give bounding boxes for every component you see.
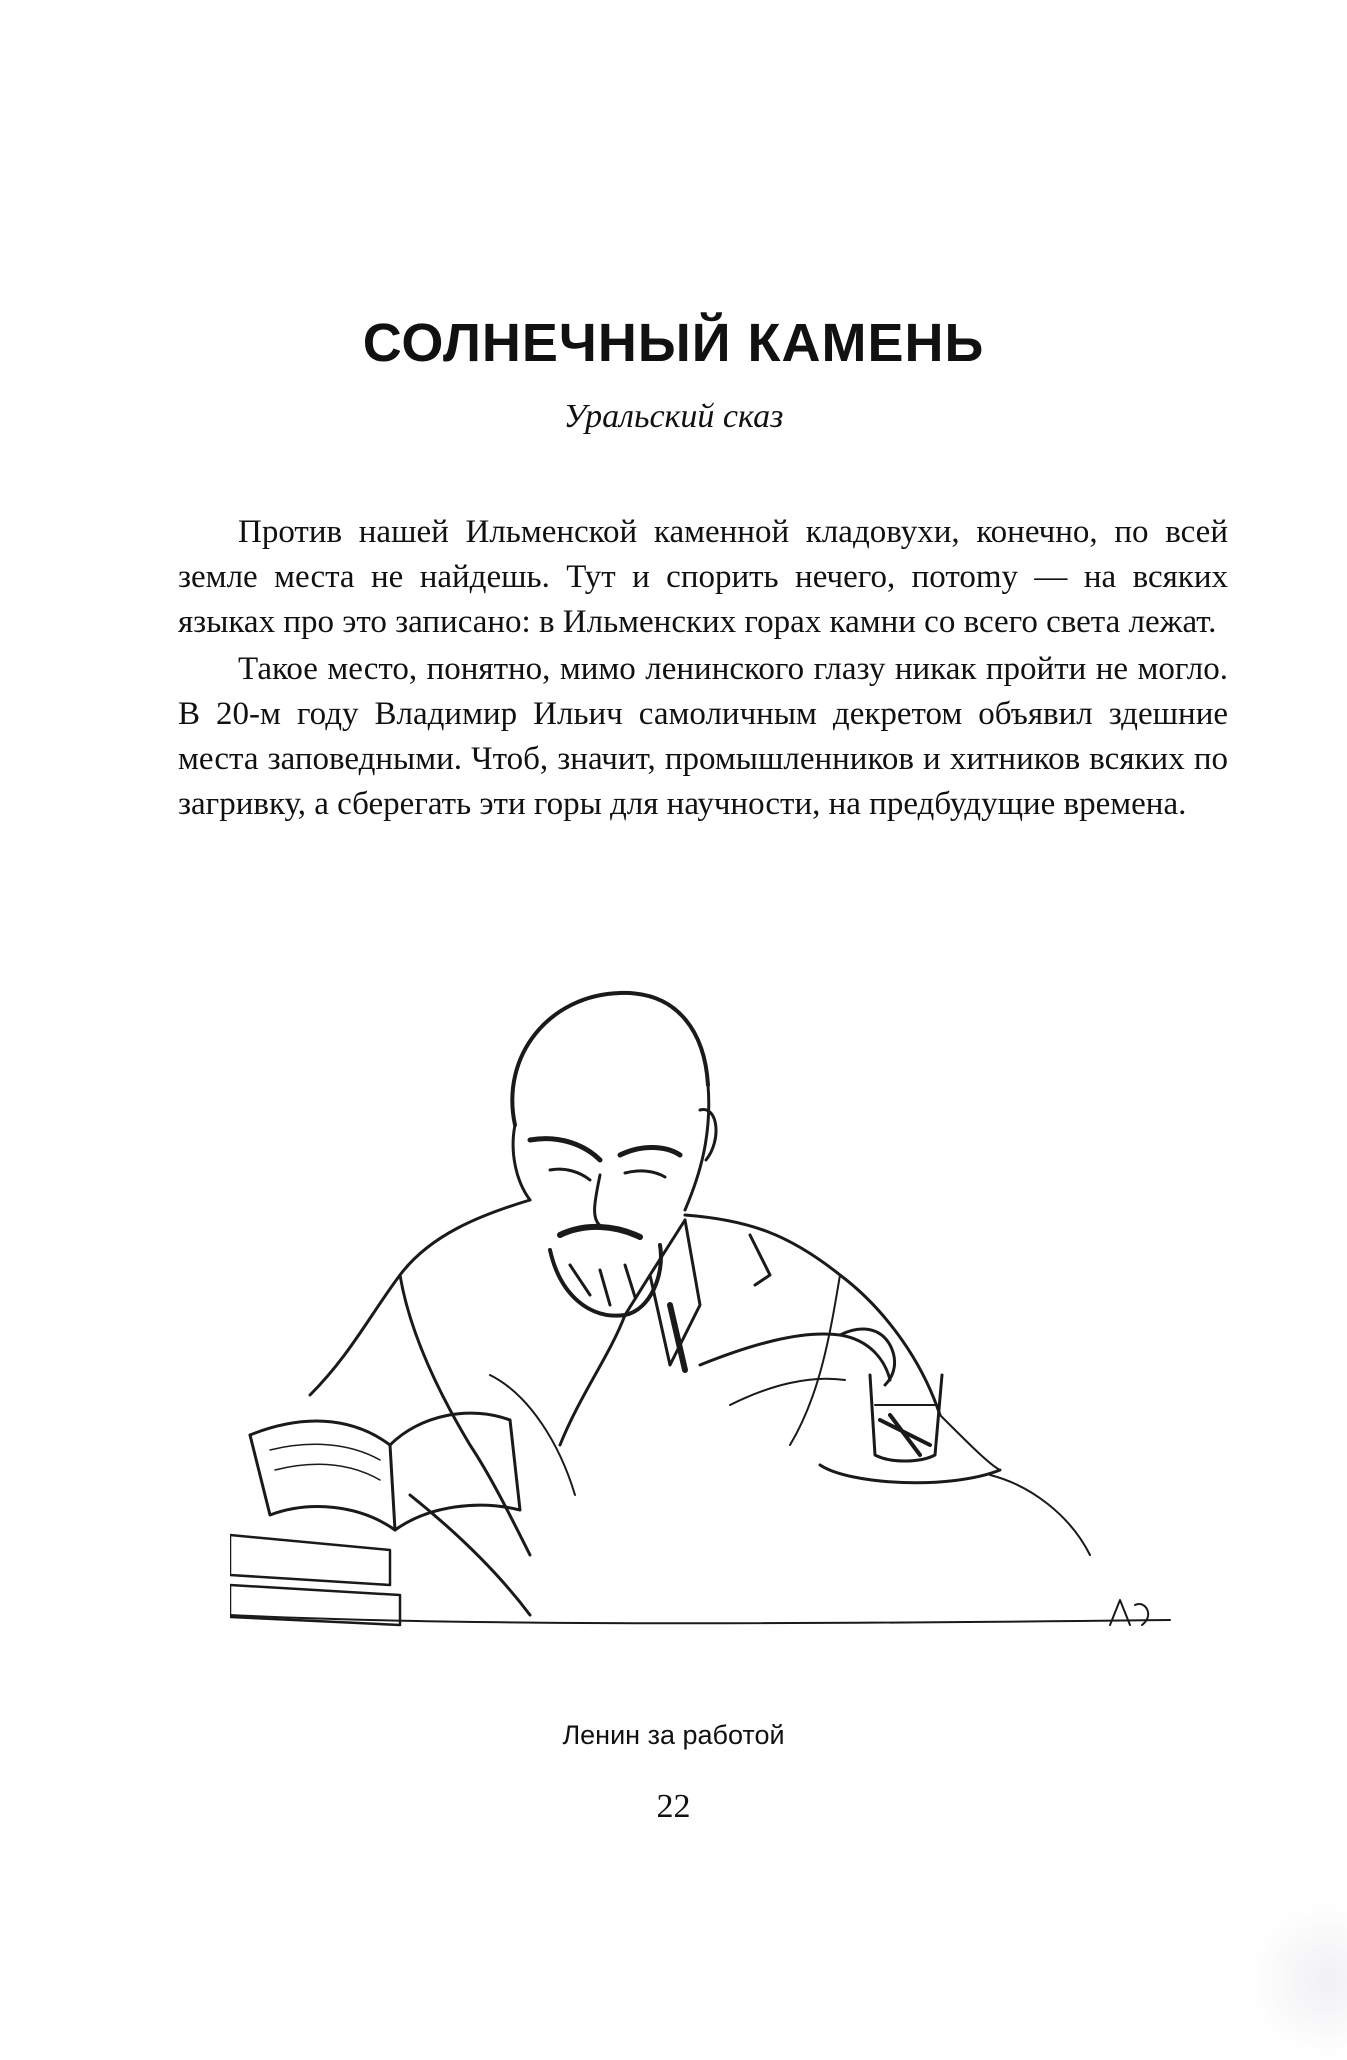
page-number: 22	[656, 1788, 691, 1825]
chapter-subtitle: Уральский сказ	[563, 398, 784, 435]
page-corner-shadow	[1247, 1900, 1347, 2060]
body-text	[178, 510, 1228, 829]
paragraph-1: Против нашей Ильменской каменной кладовухи, конечно, по всей земле места не найдешь. Тут и спорить нечего, потоmy — на всяких языках про это записано: в Ильменских горах камни со всего света лежат.	[178, 514, 1228, 640]
sketch-of-man-reading-icon	[230, 975, 1180, 1695]
paragraph-2: Такое место, понятно, мимо ленинского глазу никак пройти не могло. В 20-м году Владимир Ильич самоличным декретом объявил здешние места заповедными. Чтоб, значит, промышленников и хитников всяких по загривку, а сберегать эти горы для научности, на предбудущие времена.	[178, 651, 1228, 822]
illustration-caption: Ленин за работой	[562, 1720, 785, 1750]
chapter-title: СОЛНЕЧНЫЙ КАМЕНЬ	[362, 313, 985, 373]
